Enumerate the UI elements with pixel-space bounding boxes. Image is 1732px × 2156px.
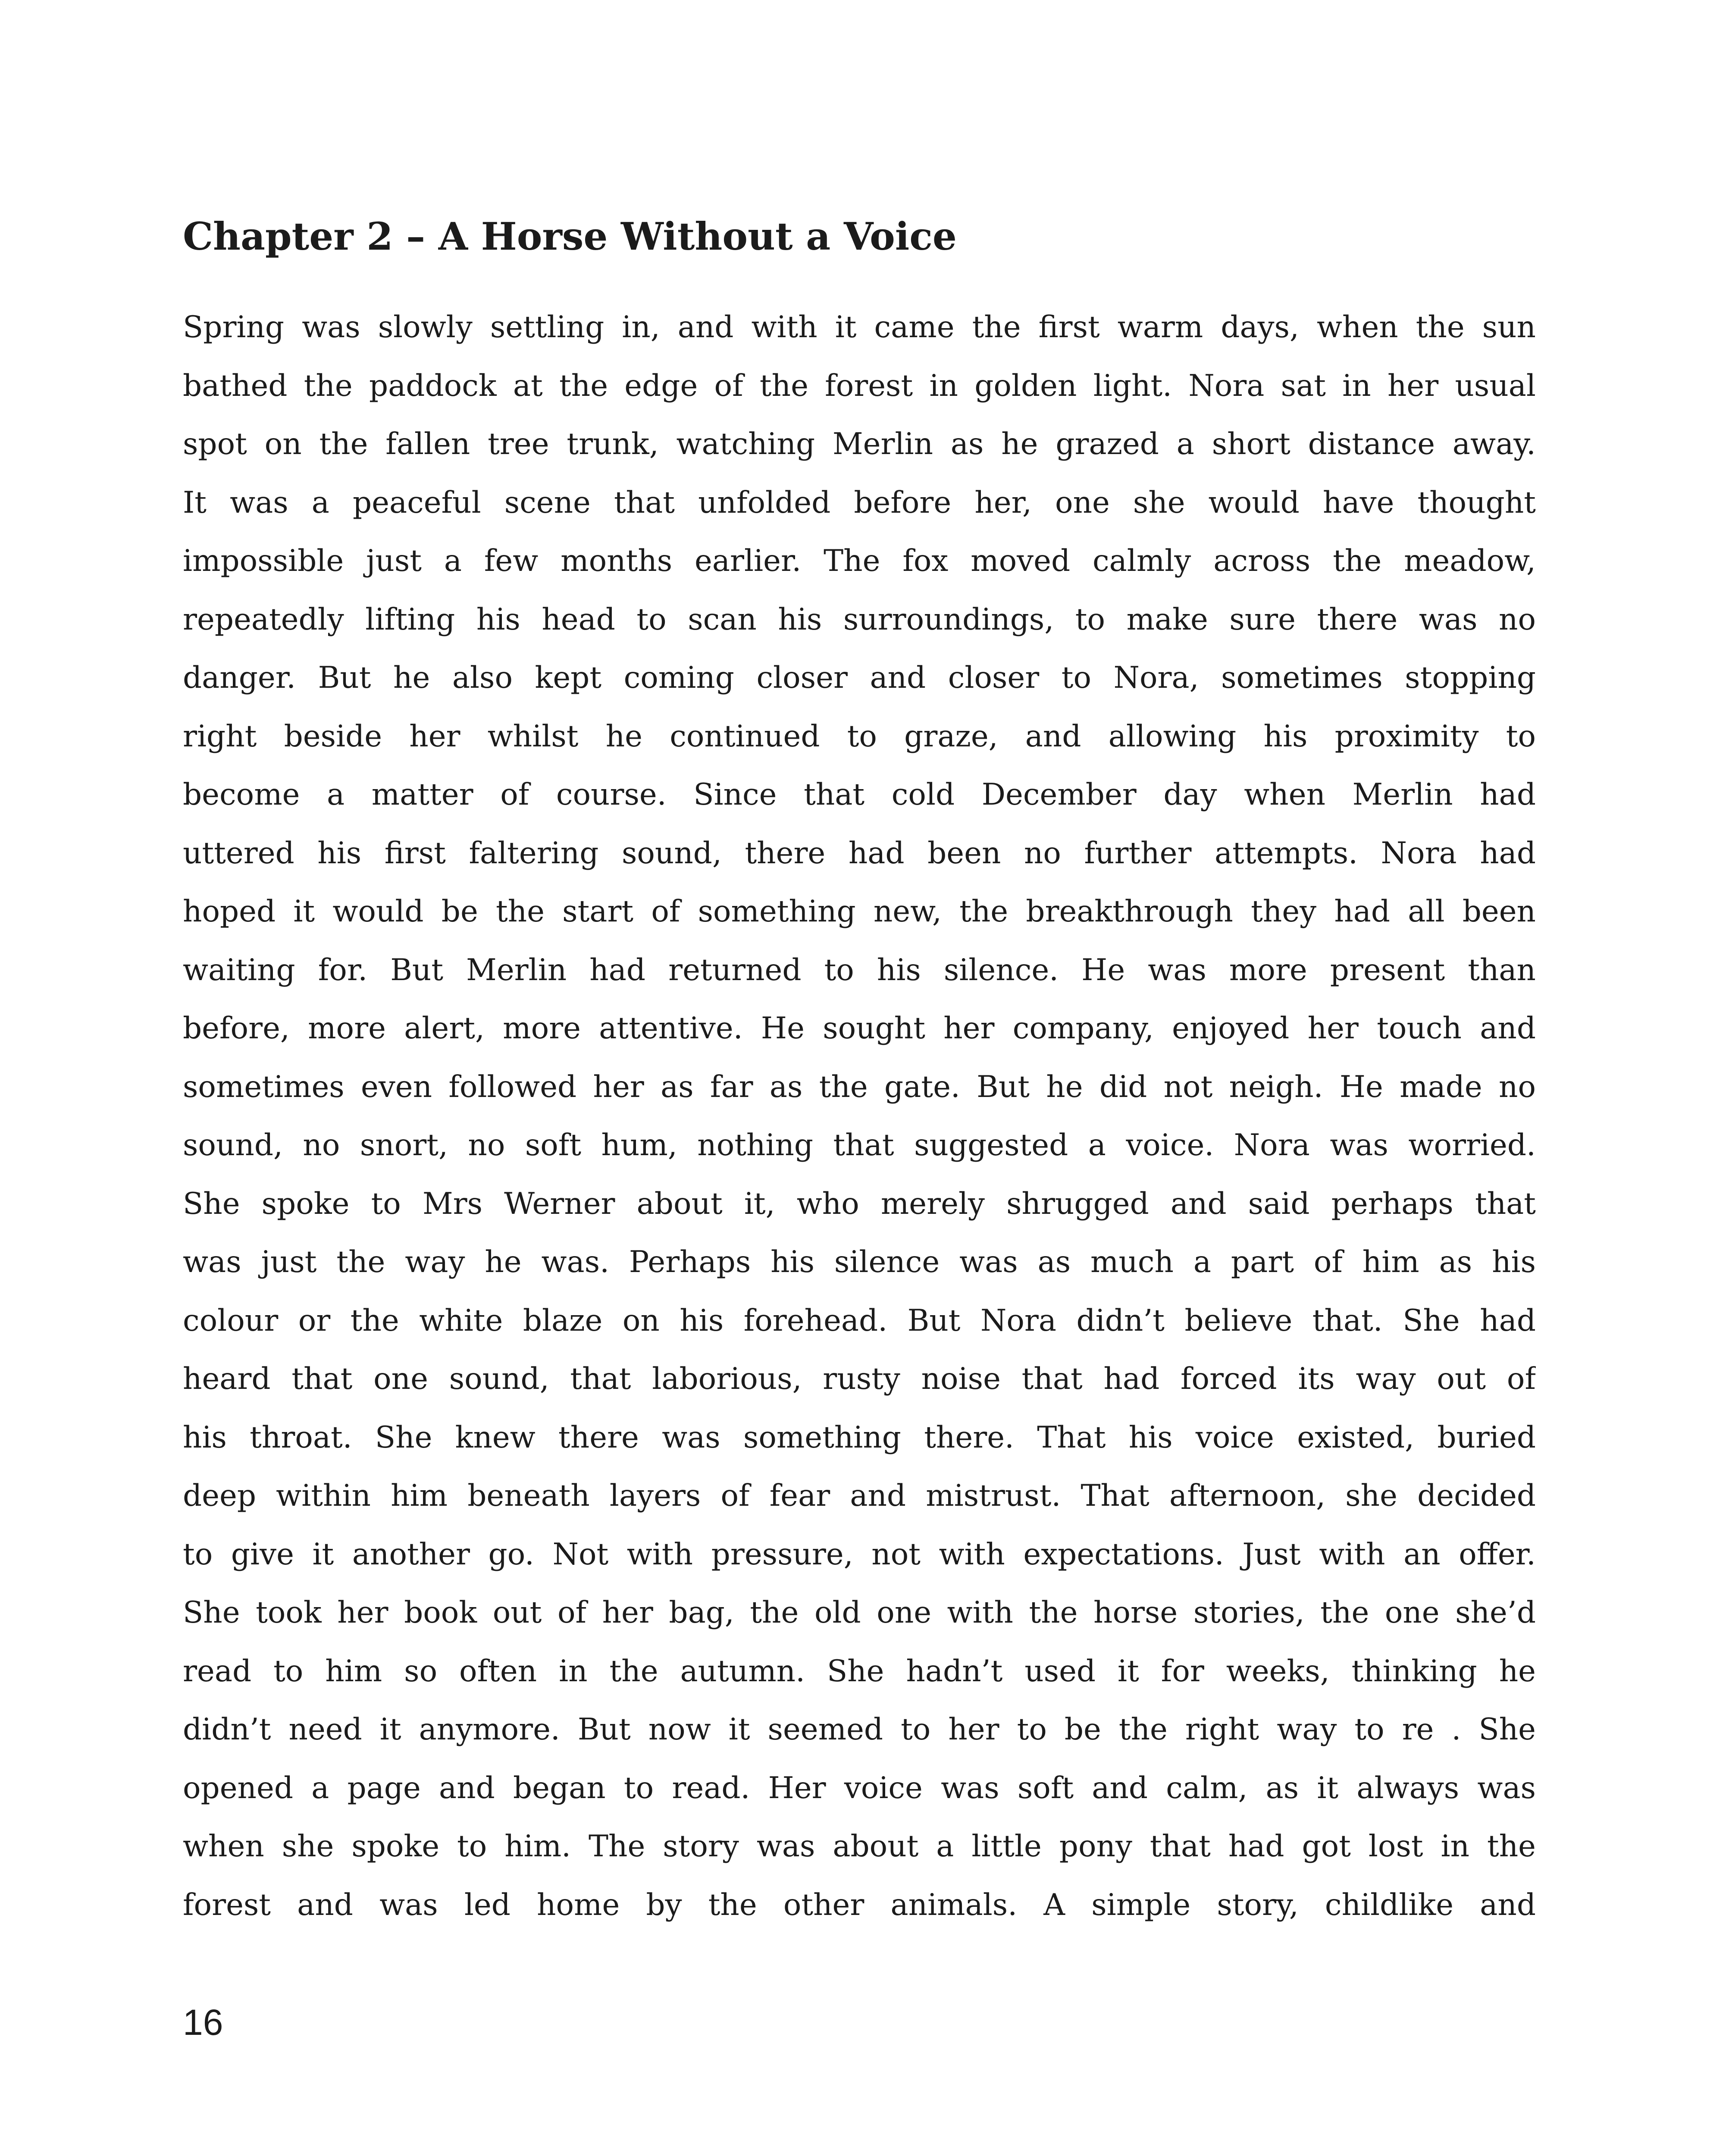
- text-line: repeatedly lifting his head to scan his surroundings, to make sure there was no: [183, 602, 1536, 637]
- text-line: his throat. She knew there was something there. That his voice existed, buried: [183, 1420, 1536, 1455]
- text-line: colour or the white blaze on his forehead. But Nora didn’t believe that. She had: [183, 1303, 1536, 1338]
- text-line: It was a peaceful scene that unfolded before her, one she would have thought: [183, 485, 1536, 520]
- text-line: danger. But he also kept coming closer and closer to Nora, sometimes stopping: [183, 661, 1536, 695]
- text-line: hoped it would be the start of something new, the breakthrough they had all been: [183, 894, 1536, 929]
- text-line: She took her book out of her bag, the old one with the horse stories, the one she’d: [183, 1595, 1536, 1630]
- text-line: heard that one sound, that laborious, rusty noise that had forced its way out of: [183, 1362, 1536, 1396]
- text-line: read to him so often in the autumn. She hadn’t used it for weeks, thinking he: [183, 1654, 1536, 1689]
- text-line: didn’t need it anymore. But now it seemed to her to be the right way to re . She: [183, 1712, 1536, 1747]
- text-line: spot on the fallen tree trunk, watching Merlin as he grazed a short distance away.: [183, 427, 1536, 461]
- text-line: was just the way he was. Perhaps his silence was as much a part of him as his: [183, 1245, 1536, 1279]
- text-line: before, more alert, more attentive. He sought her company, enjoyed her touch and: [183, 1011, 1536, 1046]
- text-line: uttered his first faltering sound, there had been no further attempts. Nora had: [183, 836, 1536, 871]
- text-line: sometimes even followed her as far as the gate. But he did not neigh. He made no: [183, 1069, 1536, 1104]
- text-line: impossible just a few months earlier. The fox moved calmly across the meadow,: [183, 544, 1536, 578]
- text-line: deep within him beneath layers of fear and mistrust. That afternoon, she decided: [183, 1479, 1536, 1513]
- text-line: when she spoke to him. The story was about a little pony that had got lost in the: [183, 1829, 1536, 1864]
- text-line: forest and was led home by the other animals. A simple story, childlike and: [183, 1887, 1536, 1922]
- text-line: waiting for. But Merlin had returned to his silence. He was more present than: [183, 953, 1536, 987]
- page-number: 16: [183, 2002, 223, 2043]
- text-line: become a matter of course. Since that cold December day when Merlin had: [183, 777, 1536, 812]
- text-line: opened a page and began to read. Her voice was soft and calm, as it always was: [183, 1771, 1536, 1805]
- text-line: Spring was slowly settling in, and with it came the first warm days, when the sun: [183, 310, 1536, 345]
- body-paragraph: [183, 298, 1536, 1934]
- text-line: bathed the paddock at the edge of the forest in golden light. Nora sat in her usual: [183, 368, 1536, 403]
- text-line: sound, no snort, no soft hum, nothing that suggested a voice. Nora was worried.: [183, 1128, 1536, 1163]
- text-line: She spoke to Mrs Werner about it, who merely shrugged and said perhaps that: [183, 1186, 1536, 1221]
- chapter-title: Chapter 2 – A Horse Without a Voice: [183, 214, 957, 259]
- text-line: right beside her whilst he continued to graze, and allowing his proximity to: [183, 719, 1536, 754]
- text-line: to give it another go. Not with pressure, not with expectations. Just with an offer.: [183, 1537, 1536, 1572]
